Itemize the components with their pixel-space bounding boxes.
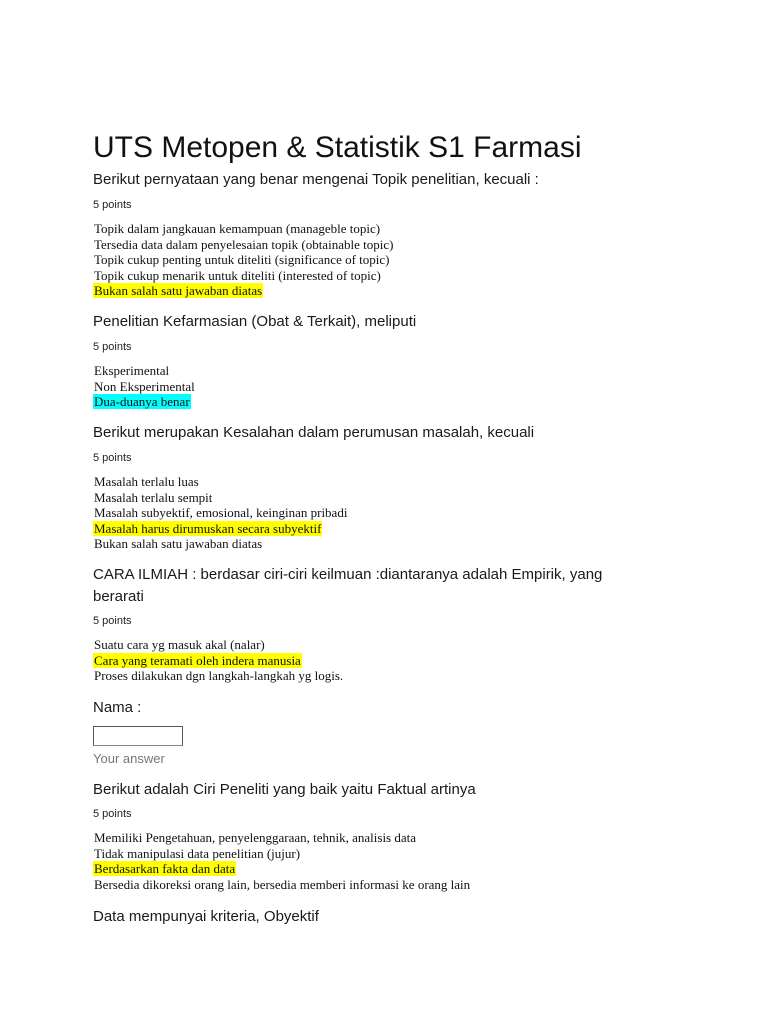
answer-option: [93, 637, 344, 653]
question-4-text: CARA ILMIAH : berdasar ciri-ciri keilmuan :diantaranya adalah Empirik, yang berarati: [93, 566, 603, 605]
answer-option: [93, 861, 471, 877]
answer-option-text: Topik cukup menarik untuk diteliti (interested of topic): [94, 267, 381, 283]
question-3-points: 5 points: [93, 452, 132, 464]
answer-option-text: Tidak manipulasi data penelitian (jujur): [94, 845, 301, 861]
question-3-text: Berikut merupakan Kesalahan dalam perumusan masalah, kecuali: [93, 424, 535, 441]
question-2-options: [93, 363, 196, 410]
answer-option: [93, 283, 394, 299]
question-1-text: Berikut pernyataan yang benar mengenai Topik penelitian, kecuali :: [93, 171, 539, 188]
answer-option-text-highlighted: Bukan salah satu jawaban diatas: [94, 283, 263, 298]
question-2-points: 5 points: [93, 341, 132, 353]
question-2-text: Penelitian Kefarmasian (Obat & Terkait), meliputi: [93, 313, 417, 330]
question-5-text: Berikut adalah Ciri Peneliti yang baik yaitu Faktual artinya: [93, 781, 476, 798]
answer-option: [93, 379, 196, 395]
answer-option-text-highlighted: Cara yang teramati oleh indera manusia: [94, 652, 301, 668]
answer-option-text: Proses dilakukan dgn langkah-langkah yg logis.: [94, 668, 344, 683]
answer-option: [93, 830, 471, 846]
answer-option-text: Suatu cara yg masuk akal (nalar): [94, 637, 265, 652]
question-4-points: 5 points: [93, 615, 132, 627]
name-input-placeholder: Your answer: [93, 751, 165, 766]
answer-option: [93, 474, 348, 490]
answer-option: [93, 363, 196, 379]
answer-option: [93, 237, 394, 253]
name-input[interactable]: [93, 726, 183, 746]
question-6-text: Data mempunyai kriteria, Obyektif: [93, 908, 319, 925]
answer-option: [93, 268, 394, 284]
answer-option-text: Memiliki Pengetahuan, penyelenggaraan, tehnik, analisis data: [94, 830, 417, 845]
name-field-label: Nama :: [93, 699, 142, 716]
answer-option: [93, 490, 348, 506]
answer-option: [93, 653, 344, 669]
question-4-options: [93, 637, 344, 684]
answer-option-text: Bukan salah satu jawaban diatas: [94, 536, 263, 551]
answer-option-text: Masalah terlalu luas: [94, 474, 199, 489]
answer-option: [93, 394, 196, 410]
answer-option: [93, 536, 348, 552]
answer-option: [93, 846, 471, 862]
answer-option-text: Bersedia dikoreksi orang lain, bersedia memberi informasi ke orang lain: [94, 876, 471, 892]
answer-option: [93, 505, 348, 521]
answer-option-text: Topik dalam jangkauan kemampuan (manageble topic): [94, 221, 381, 236]
answer-option: [93, 252, 394, 268]
question-5-options: [93, 830, 471, 892]
answer-option-text: Tersedia data dalam penyelesaian topik (obtainable topic): [94, 236, 394, 252]
answer-option-text-highlighted: Masalah harus dirumuskan secara subyektif: [94, 520, 322, 536]
question-1-points: 5 points: [93, 199, 132, 211]
question-3-options: [93, 474, 348, 552]
answer-option: [93, 668, 344, 684]
answer-option-text: Non Eksperimental: [94, 378, 195, 394]
page-title: UTS Metopen & Statistik S1 Farmasi: [93, 131, 582, 164]
answer-option: [93, 877, 471, 893]
answer-option-text-highlighted: Dua-duanya benar: [94, 394, 190, 409]
question-1-options: [93, 221, 394, 299]
answer-option-text: Masalah subyektif, emosional, keinginan pribadi: [94, 505, 348, 520]
answer-option-text: Eksperimental: [94, 363, 170, 378]
answer-option-text: Masalah terlalu sempit: [94, 489, 213, 505]
answer-option-text-highlighted: Berdasarkan fakta dan data: [94, 861, 236, 876]
answer-option: [93, 521, 348, 537]
question-5-points: 5 points: [93, 808, 132, 820]
answer-option-text: Topik cukup penting untuk diteliti (significance of topic): [94, 252, 390, 267]
answer-option: [93, 221, 394, 237]
